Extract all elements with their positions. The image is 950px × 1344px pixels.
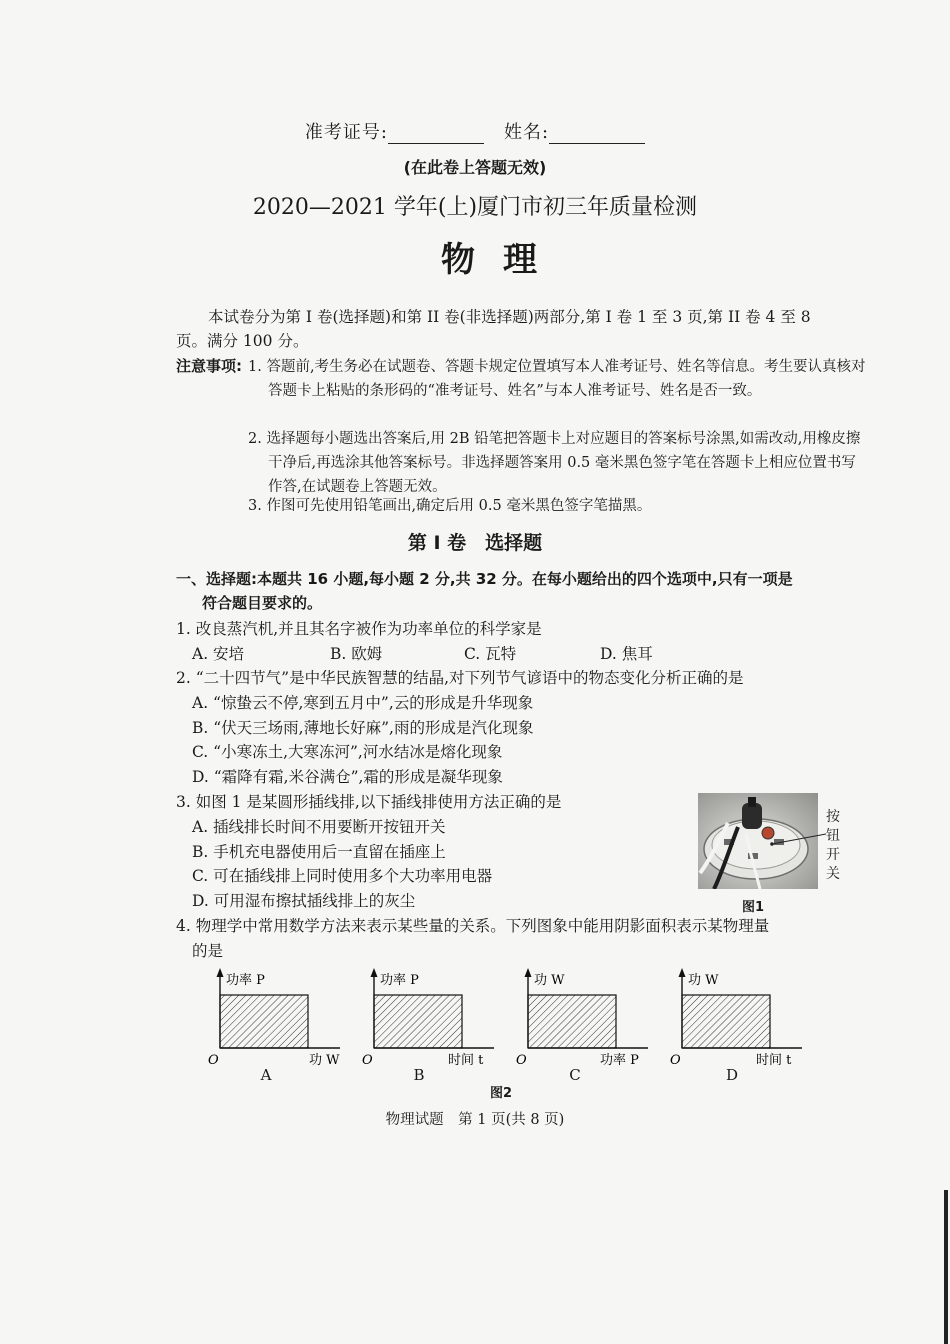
graph-d-y-label: 功 W — [688, 973, 719, 988]
graph-b-letter: B — [413, 1066, 425, 1084]
question-4-text-line-1: 4. 物理学中常用数学方法来表示某些量的关系。下列图象中能用阴影面积表示某物理量 — [176, 917, 770, 935]
notes-label: 注意事项: — [176, 357, 242, 375]
exam-title: 2020—2021 学年(上)厦门市初三年质量检测 — [252, 195, 698, 220]
shaded-area — [528, 995, 616, 1048]
shaded-area — [220, 995, 308, 1048]
figure-2-label: 图2 — [490, 1086, 513, 1101]
question-1-option-c: C. 瓦特 — [464, 645, 517, 663]
subject-title: 物理 — [441, 240, 565, 280]
note-item-1: 1. 答题前,考生务必在试题卷、答题卡规定位置填写本人准考证号、姓名等信息。考生要认真核对答题卡上粘贴的条形码的“准考证号、姓名”与本人准考证号、姓名是否一致。 — [248, 359, 866, 399]
figure-1-label: 图1 — [742, 900, 765, 915]
invalid-note: (在此卷上答题无效) — [403, 158, 547, 177]
graph-d-letter: D — [725, 1066, 739, 1084]
question-1-option-a: A. 安培 — [192, 645, 245, 663]
scan-edge-line — [944, 1190, 948, 1344]
y-axis-arrow-icon — [679, 968, 686, 977]
graph-a-letter: A — [260, 1066, 272, 1084]
question-1-text: 1. 改良蒸汽机,并且其名字被作为功率单位的科学家是 — [176, 620, 542, 638]
note-item-3: 3. 作图可先使用铅笔画出,确定后用 0.5 毫米黑色签字笔描黑。 — [248, 498, 652, 514]
graph-c-x-label: 功率 P — [600, 1053, 639, 1068]
exam-id-label: 准考证号: — [304, 122, 388, 143]
shaded-area — [682, 995, 770, 1048]
graph-d-origin: O — [670, 1053, 681, 1068]
graph-c — [514, 964, 654, 1074]
graph-b-origin: O — [362, 1053, 373, 1068]
graph-a-x-label: 功 W — [309, 1053, 340, 1068]
page-footer: 物理试题 第 1 页(共 8 页) — [385, 1112, 565, 1128]
question-4-text-line-2: 的是 — [192, 942, 224, 960]
question-2-option-a: A. “惊蛰云不停,寒到五月中”,云的形成是升华现象 — [192, 694, 534, 712]
candidate-info — [0, 118, 950, 144]
question-2-text: 2. “二十四节气”是中华民族智慧的结晶,对下列节气谚语中的物态变化分析正确的是 — [176, 669, 744, 687]
question-1-option-d: D. 焦耳 — [600, 645, 653, 663]
question-3-text: 3. 如图 1 是某圆形插线排,以下插线排使用方法正确的是 — [176, 793, 562, 811]
y-axis-arrow-icon — [525, 968, 532, 977]
graph-a-origin: O — [208, 1053, 219, 1068]
name-blank — [549, 125, 645, 144]
question-2-option-d: D. “霜降有霜,米谷满仓”,霜的形成是凝华现象 — [192, 768, 503, 786]
section-intro — [176, 567, 846, 615]
graph-b-x-label: 时间 t — [448, 1053, 484, 1068]
question-3-option-c: C. 可在插线排上同时使用多个大功率用电器 — [192, 867, 493, 885]
note-item-2: 2. 选择题每小题选出答案后,用 2B 铅笔把答题卡上对应题目的答案标号涂黑,如需改动,用橡皮擦干净后,再选涂其他答案标号。非选择题答案用 0.5 毫米黑色签字笔在答题卡上相应位置书写作答,在试题卷上答题无效。 — [248, 431, 861, 495]
switch-label: 按钮开关 — [826, 809, 840, 882]
question-3-option-b: B. 手机充电器使用后一直留在插座上 — [192, 843, 446, 861]
y-axis-arrow-icon — [217, 968, 224, 977]
question-2-option-c: C. “小寒冻土,大寒冻河”,河水结冰是熔化现象 — [192, 743, 503, 761]
switch-pointer-line — [770, 830, 830, 850]
exam-intro: 本试卷分为第 I 卷(选择题)和第 II 卷(非选择题)两部分,第 I 卷 1 至 3 页,第 II 卷 4 至 8 页。满分 100 分。 — [176, 308, 811, 350]
graph-a-y-label: 功率 P — [226, 973, 265, 988]
graph-b-y-label: 功率 P — [380, 973, 419, 988]
exam-id-blank — [388, 125, 484, 144]
y-axis-arrow-icon — [371, 968, 378, 977]
shaded-area — [374, 995, 462, 1048]
name-label: 姓名: — [504, 122, 550, 143]
graph-d — [668, 964, 808, 1074]
section-intro-line-2: 符合题目要求的。 — [202, 594, 323, 612]
question-2-option-b: B. “伏天三场雨,薄地长好麻”,雨的形成是汽化现象 — [192, 719, 534, 737]
graph-c-letter: C — [569, 1066, 581, 1084]
graph-c-origin: O — [516, 1053, 527, 1068]
question-3-option-a: A. 插线排长时间不用要断开按钮开关 — [192, 818, 446, 836]
graph-a — [206, 964, 346, 1074]
section-title: 第 I 卷 选择题 — [407, 532, 543, 554]
section-intro-line-1: 一、选择题:本题共 16 小题,每小题 2 分,共 32 分。在每小题给出的四个选项中,只有一项是 — [176, 570, 793, 588]
graph-b — [360, 964, 500, 1074]
question-1-option-b: B. 欧姆 — [330, 645, 383, 663]
graph-c-y-label: 功 W — [534, 973, 565, 988]
graph-d-x-label: 时间 t — [756, 1053, 792, 1068]
question-3-option-d: D. 可用湿布擦拭插线排上的灰尘 — [192, 892, 416, 910]
